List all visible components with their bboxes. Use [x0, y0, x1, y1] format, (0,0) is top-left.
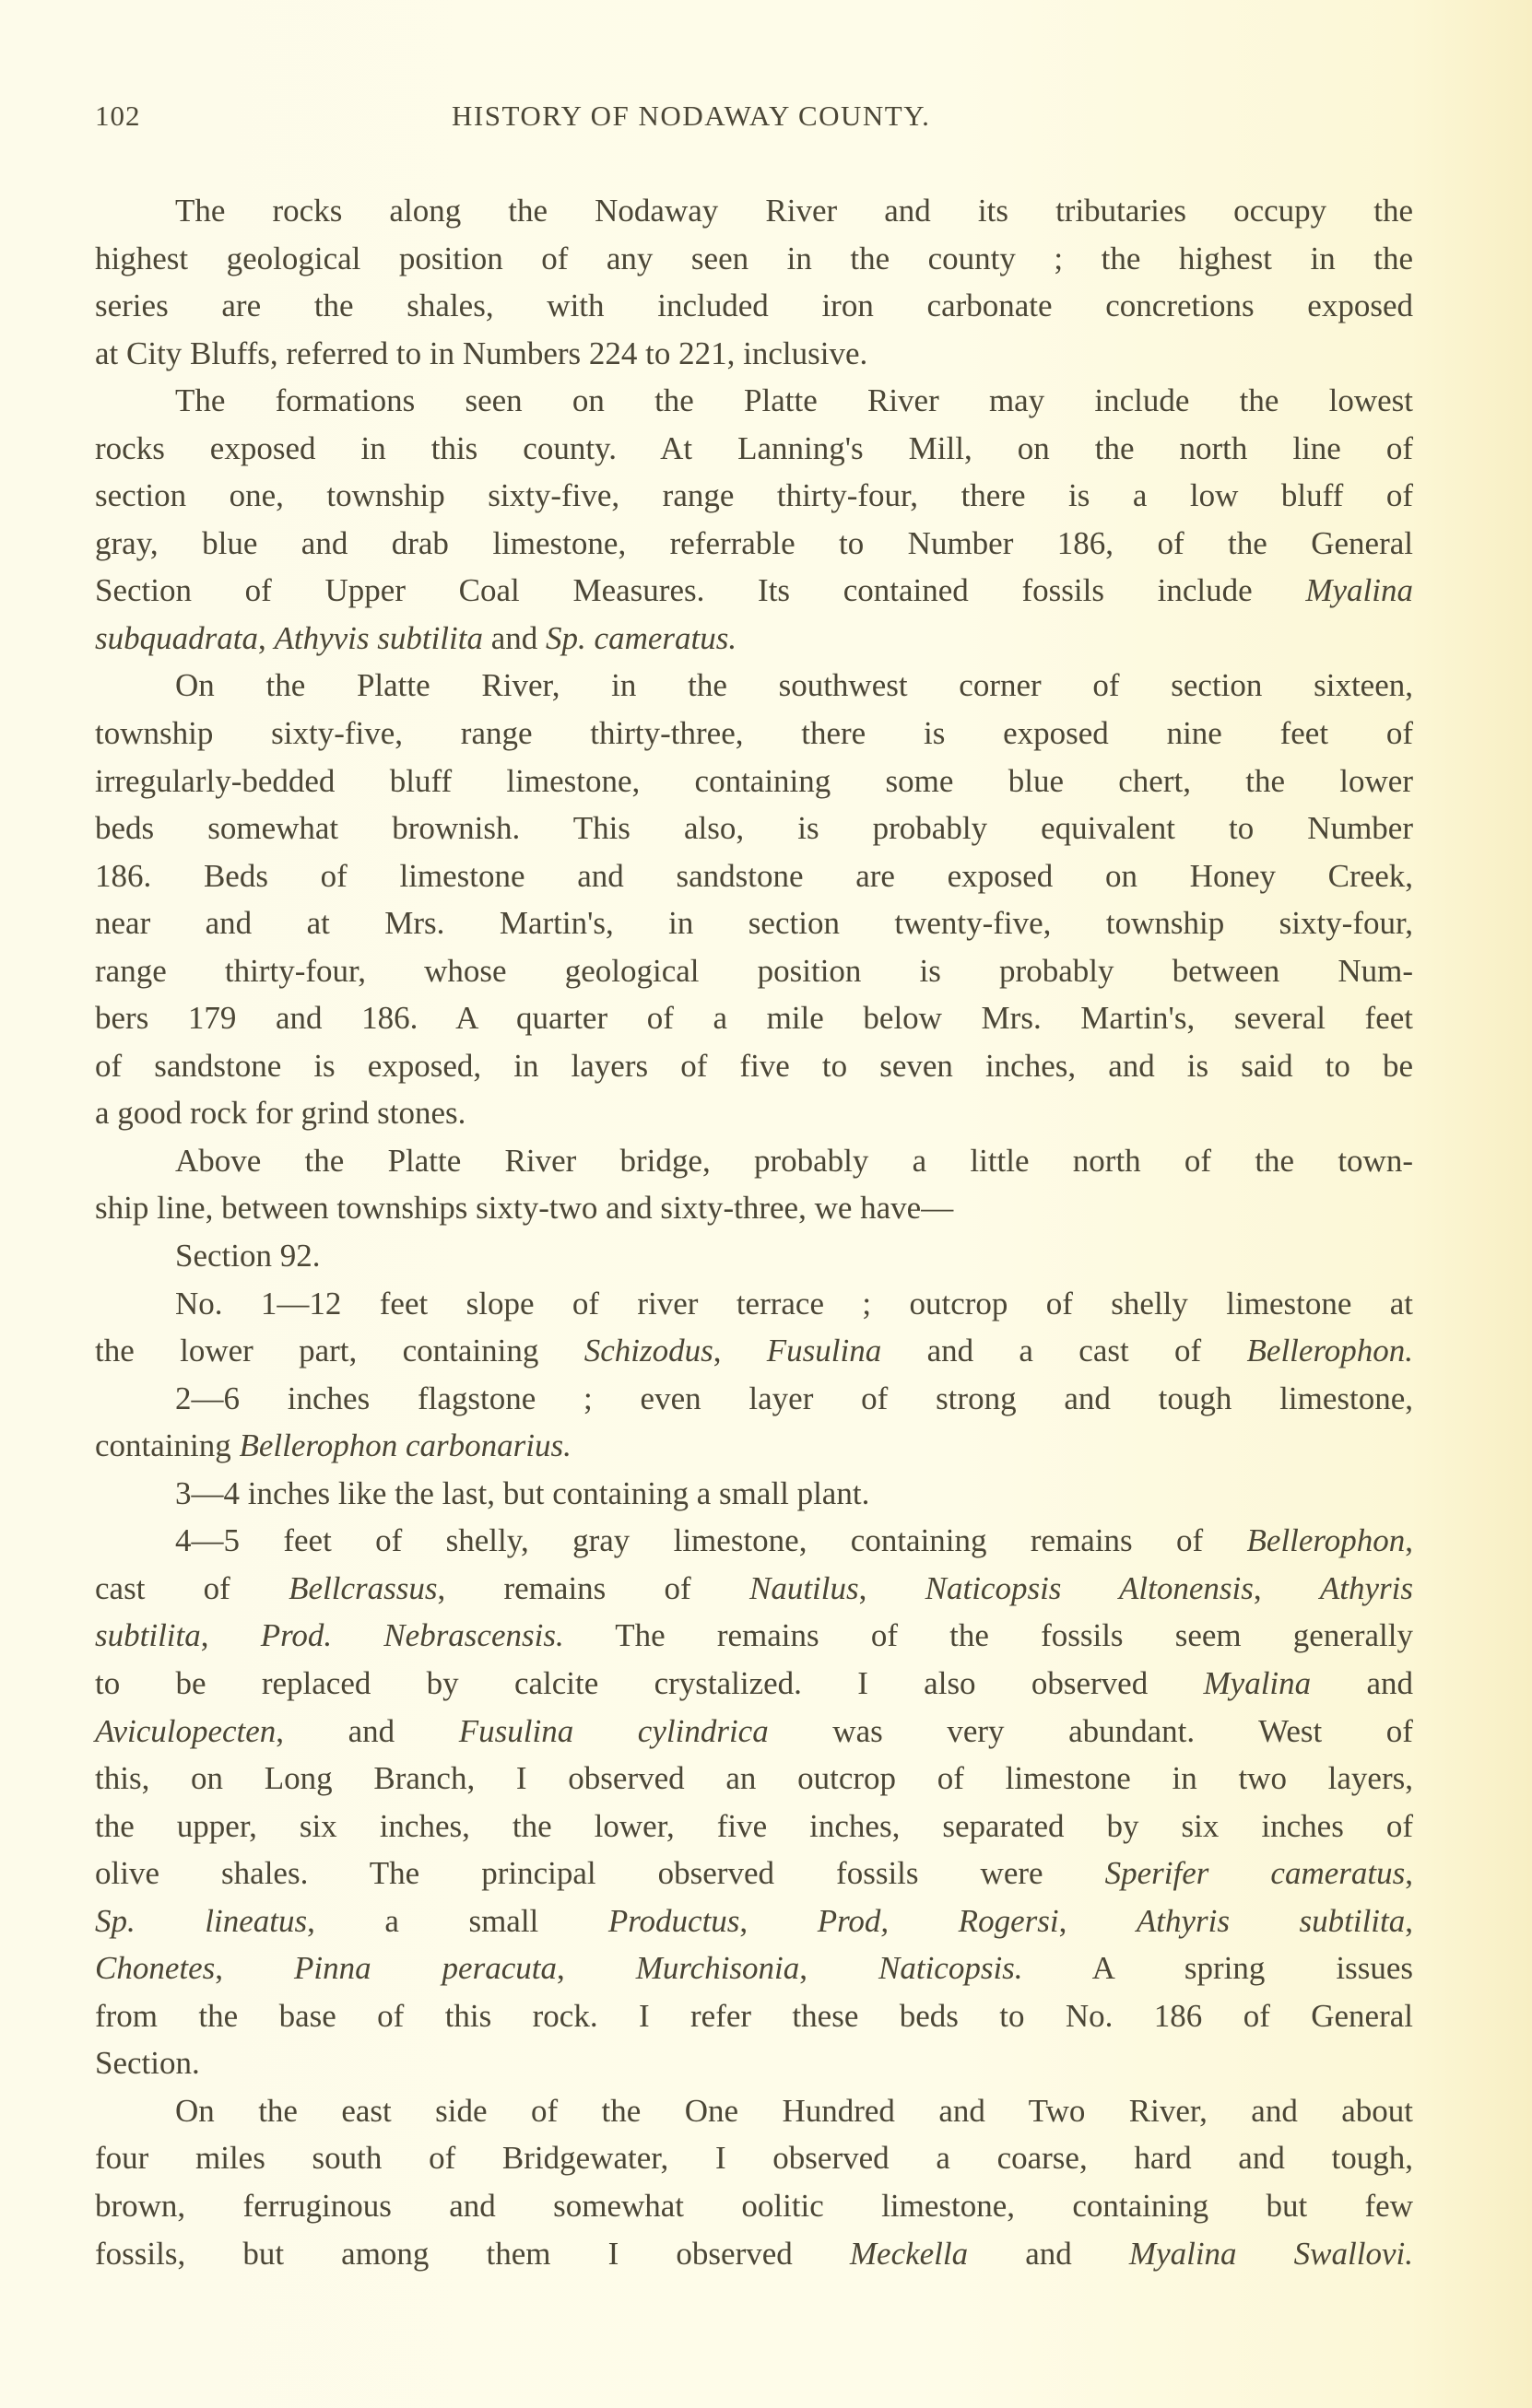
text-span: ,	[1405, 1855, 1413, 1892]
text-line	[95, 1708, 1413, 1756]
text-line	[95, 852, 1413, 900]
text-span: ,	[215, 1950, 294, 1987]
text-span: a good rock for grind stones.	[95, 1095, 466, 1132]
text-span: cast of	[95, 1569, 289, 1606]
text-line	[95, 1755, 1413, 1803]
text-span: bers 179 and 186. A quarter of a mile below Mrs. Martin's, several feet	[95, 1000, 1413, 1037]
text-line	[95, 710, 1413, 758]
italic-taxon: subquadrata	[95, 619, 258, 656]
text-span: near and at Mrs. Martin's, in section twenty-five, township sixty-four,	[95, 905, 1413, 942]
text-line	[95, 1565, 1413, 1613]
text-span: and	[968, 2235, 1129, 2272]
text-line	[95, 520, 1413, 568]
text-line	[95, 1992, 1413, 2040]
text-span: ,	[257, 619, 275, 656]
text-span: ,	[1253, 1569, 1320, 1606]
running-head	[95, 100, 1413, 136]
text-span: 4—5 feet of shelly, gray limestone, containing remains of	[175, 1522, 1247, 1559]
text-span: No. 1—12 feet slope of river terrace ; outcrop of shelly limestone at	[175, 1285, 1413, 1321]
text-line	[95, 1660, 1413, 1708]
text-line	[95, 1375, 1413, 1423]
text-line	[95, 1944, 1413, 1992]
text-span: rocks exposed in this county. At Lanning's Mill, on the north line of	[95, 429, 1413, 466]
text-line	[95, 377, 1413, 425]
italic-taxon: Pinna peracuta	[293, 1950, 557, 1987]
text-line	[95, 1327, 1413, 1375]
text-span: irregularly-bedded bluff limestone, containing some blue chert, the lower	[95, 762, 1413, 799]
text-span: 2—6 inches flagstone ; even layer of strong and tough limestone,	[175, 1380, 1413, 1416]
text-line	[95, 330, 1413, 378]
page-number: 102	[95, 100, 141, 132]
text-span: to be replaced by calcite crystalized. I also observed	[95, 1664, 1204, 1701]
text-span: ,	[739, 1902, 818, 1939]
italic-taxon: Fusulina cylindrica	[458, 1712, 769, 1749]
text-span: ,	[1405, 1522, 1413, 1559]
italic-taxon: Chonetes	[95, 1950, 216, 1987]
body-text	[95, 187, 1413, 2277]
text-span: section one, township sixty-five, range thirty-four, there is a low bluff of	[95, 477, 1413, 514]
italic-taxon: Myalina	[1305, 572, 1413, 609]
italic-taxon: Meckella	[849, 2235, 969, 2272]
text-line	[95, 615, 1413, 663]
text-span: A spring issues	[1022, 1950, 1413, 1987]
text-line	[95, 1850, 1413, 1897]
text-line	[95, 758, 1413, 805]
text-line	[95, 1422, 1413, 1470]
text-span: series are the shales, with included iron carbonate concretions exposed	[95, 288, 1413, 324]
text-span: ,	[858, 1569, 925, 1606]
text-span: four miles south of Bridgewater, I observed a coarse, hard and tough,	[95, 2140, 1413, 2177]
text-span: the upper, six inches, the lower, five inches, separated by six inches of	[95, 1807, 1413, 1844]
italic-taxon: Bellerophon.	[1246, 1333, 1414, 1369]
text-line	[95, 1612, 1413, 1660]
text-span: gray, blue and drab limestone, referrable to Number 186, of the General	[95, 524, 1413, 561]
italic-taxon: Bellcrassus	[289, 1569, 438, 1606]
italic-taxon: Bellerophon carbonarius.	[239, 1427, 572, 1464]
italic-taxon: Athyvis subtilita	[274, 619, 483, 656]
text-span: beds somewhat brownish. This also, is probably equivalent to Number	[95, 810, 1413, 847]
text-span: Above the Platte River bridge, probably a little north of the town-	[175, 1142, 1413, 1179]
italic-taxon: Sp. lineatus	[95, 1902, 308, 1939]
text-line	[95, 2182, 1413, 2230]
text-line	[95, 425, 1413, 473]
text-line	[95, 1232, 1413, 1280]
italic-taxon: Fusulina	[766, 1333, 882, 1369]
text-line	[95, 1184, 1413, 1232]
running-head-title: HISTORY OF NODAWAY COUNTY.	[452, 100, 931, 132]
text-span: ,	[799, 1950, 878, 1987]
text-span: highest geological position of any seen in the county ; the highest in the	[95, 240, 1413, 276]
text-span: On the east side of the One Hundred and Two River, and about	[175, 2092, 1413, 2129]
text-span: Section.	[95, 2045, 200, 2082]
text-line	[95, 2039, 1413, 2087]
text-line	[95, 1803, 1413, 1850]
text-span: was very abundant. West of	[768, 1712, 1413, 1749]
italic-taxon: Sperifer cameratus	[1104, 1855, 1406, 1892]
text-line	[95, 947, 1413, 995]
text-line	[95, 1089, 1413, 1137]
text-span: brown, ferruginous and somewhat oolitic limestone, containing but few	[95, 2187, 1413, 2224]
italic-taxon: Athyris subtilita	[1136, 1902, 1406, 1939]
text-span: On the Platte River, in the southwest corner of section sixteen,	[175, 667, 1413, 704]
italic-taxon: Myalina	[1203, 1664, 1312, 1701]
italic-taxon: Prod, Rogersi	[817, 1902, 1059, 1939]
italic-taxon: Aviculopecten	[95, 1712, 277, 1749]
text-line	[95, 1137, 1413, 1185]
text-line	[95, 2087, 1413, 2135]
text-line	[95, 2134, 1413, 2182]
text-line	[95, 1517, 1413, 1565]
text-line	[95, 2230, 1413, 2278]
italic-taxon: Nautilus	[748, 1569, 859, 1606]
text-span: 186. Beds of limestone and sandstone are exposed on Honey Creek,	[95, 857, 1413, 894]
text-line	[95, 994, 1413, 1042]
italic-taxon: Sp. cameratus.	[546, 619, 737, 656]
text-span: , a small	[307, 1902, 608, 1939]
text-span: 3—4 inches like the last, but containing a small plant.	[175, 1474, 870, 1511]
text-span: The formations seen on the Platte River may include the lowest	[175, 382, 1413, 419]
text-span: , remains of	[437, 1569, 749, 1606]
text-line	[95, 662, 1413, 710]
text-span: from the base of this rock. I refer these beds to No. 186 of General	[95, 1997, 1413, 2034]
text-span: Section 92.	[175, 1238, 321, 1274]
text-span: fossils, but among them I observed	[95, 2235, 850, 2272]
text-span: containing	[95, 1427, 240, 1464]
italic-taxon: Myalina Swallovi.	[1128, 2235, 1413, 2272]
text-line	[95, 1042, 1413, 1090]
italic-taxon: Bellerophon	[1246, 1522, 1406, 1559]
italic-taxon: Productus	[607, 1902, 740, 1939]
text-line	[95, 1897, 1413, 1945]
text-span: at City Bluffs, referred to in Numbers 224 to 221, inclusive.	[95, 335, 868, 371]
text-span: township sixty-five, range thirty-three, there is exposed nine feet of	[95, 715, 1413, 752]
text-span: this, on Long Branch, I observed an outcrop of limestone in two layers,	[95, 1760, 1413, 1797]
text-span: ,	[556, 1950, 636, 1987]
text-span: range thirty-four, whose geological position is probably between Num-	[95, 952, 1413, 989]
text-span: The rocks along the Nodaway River and its tributaries occupy the	[175, 193, 1413, 229]
text-line	[95, 899, 1413, 947]
text-span: and	[482, 619, 547, 656]
text-span: the lower part, containing	[95, 1333, 584, 1369]
text-line	[95, 187, 1413, 235]
text-line	[95, 1470, 1413, 1518]
italic-taxon: Murchisonia	[635, 1950, 800, 1987]
italic-taxon: Athyris	[1319, 1569, 1413, 1606]
text-span: , and	[276, 1712, 459, 1749]
italic-taxon: Schizodus	[583, 1333, 713, 1369]
text-span: and a cast of	[881, 1333, 1247, 1369]
text-line	[95, 235, 1413, 283]
text-span: olive shales. The principal observed fossils were	[95, 1855, 1105, 1892]
text-span: ,	[1058, 1902, 1137, 1939]
text-span: ,	[200, 1617, 261, 1654]
text-span: Section of Upper Coal Measures. Its contained fossils include	[95, 572, 1306, 609]
text-span: ,	[713, 1333, 767, 1369]
text-span: ,	[1405, 1902, 1413, 1939]
text-line	[95, 1280, 1413, 1328]
italic-taxon: Naticopsis Altonensis	[925, 1569, 1254, 1606]
text-line	[95, 567, 1413, 615]
text-line	[95, 282, 1413, 330]
text-line	[95, 472, 1413, 520]
text-line	[95, 805, 1413, 852]
text-span: of sandstone is exposed, in layers of five to seven inches, and is said to be	[95, 1047, 1413, 1084]
text-span: The remains of the fossils seem generally	[563, 1617, 1414, 1654]
italic-taxon: Naticopsis.	[878, 1950, 1023, 1987]
italic-taxon: subtilita	[95, 1617, 201, 1654]
text-span: ship line, between townships sixty-two and sixty-three, we have—	[95, 1190, 954, 1227]
italic-taxon: Prod. Nebrascensis.	[260, 1617, 564, 1654]
text-span: and	[1311, 1664, 1413, 1701]
